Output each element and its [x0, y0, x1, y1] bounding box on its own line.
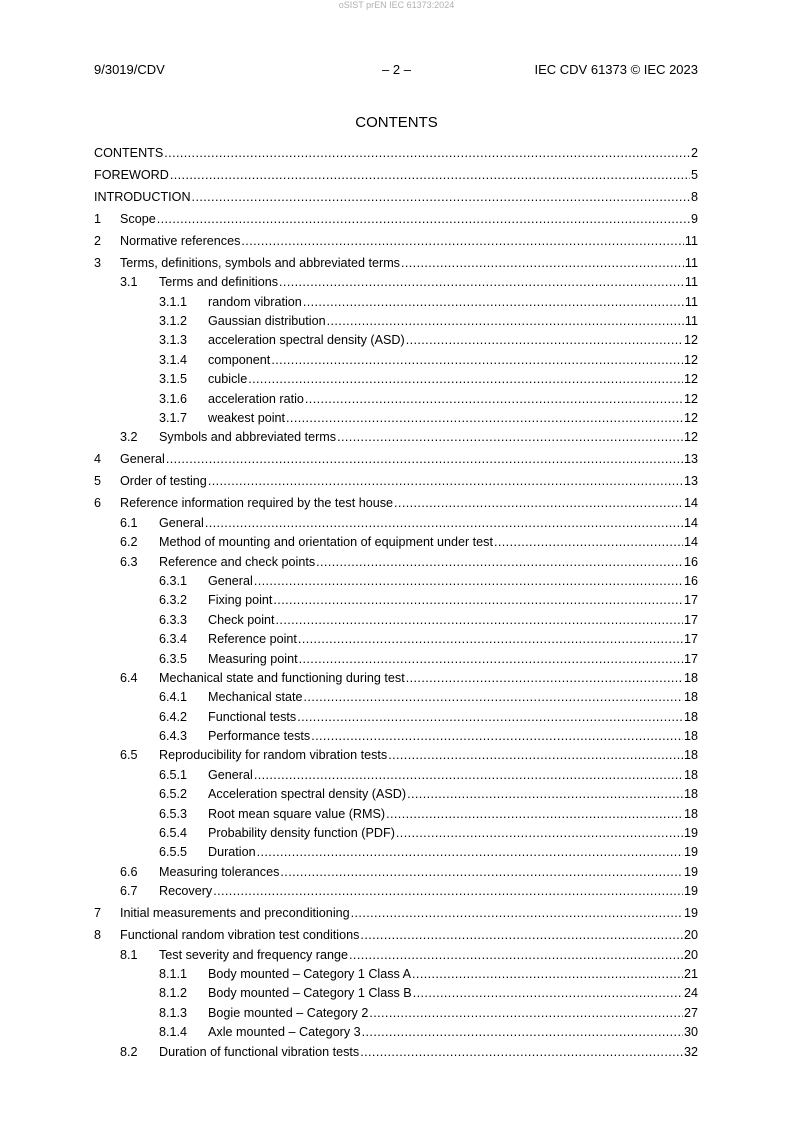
dot-leader	[208, 472, 683, 491]
toc-entry[interactable]	[94, 630, 698, 649]
toc-entry-number: 8.1.4	[159, 1025, 188, 1040]
toc-entry-title: General	[208, 573, 253, 588]
toc-entry-page: 11	[684, 294, 698, 309]
toc-entry-number: 8.1.2	[159, 986, 188, 1001]
dot-leader	[394, 494, 683, 513]
toc-entry-number: 3.1.6	[159, 391, 188, 406]
dot-leader	[271, 351, 683, 370]
dot-leader	[413, 984, 683, 1003]
toc-entry-title: General	[159, 515, 204, 530]
toc-entry-title: Reproducibility for random vibration tests	[159, 748, 388, 763]
toc-entry-title: Functional tests	[208, 709, 297, 724]
toc-entry-number: 6.3	[120, 554, 138, 569]
toc-entry-page: 13	[683, 474, 698, 489]
toc-entry-number: 8.1.3	[159, 1005, 188, 1020]
toc-entry-title: Symbols and abbreviated terms	[159, 430, 337, 445]
dot-leader	[205, 514, 683, 533]
dot-leader	[401, 254, 684, 273]
toc-entry-title: General	[208, 767, 253, 782]
toc-entry-number: 3.1.5	[159, 372, 188, 387]
toc-entry[interactable]	[94, 494, 698, 513]
toc-entry-title: component	[208, 352, 271, 367]
toc-entry[interactable]	[94, 472, 698, 491]
toc-entry[interactable]	[94, 370, 698, 389]
toc-entry-page: 18	[683, 709, 698, 724]
toc-entry-title: Measuring tolerances	[159, 864, 280, 879]
dot-leader	[316, 553, 683, 572]
toc-entry[interactable]	[94, 650, 698, 669]
toc-entry-number: 6.6	[120, 864, 138, 879]
toc-entry-title: Duration	[208, 845, 256, 860]
toc-entry[interactable]	[94, 1023, 698, 1042]
toc-entry-title: Order of testing	[120, 474, 207, 489]
toc-entry-number: 6.5.2	[159, 787, 188, 802]
toc-entry-title: Terms, definitions, symbols and abbreviated terms	[120, 255, 400, 270]
toc-entry-title: Duration of functional vibration tests	[159, 1044, 360, 1059]
toc-entry-title: Body mounted – Category 1 Class B	[208, 986, 412, 1001]
toc-entry[interactable]	[94, 232, 698, 251]
dot-leader	[406, 669, 683, 688]
toc-entry[interactable]	[94, 611, 698, 630]
toc-entry-number: 1	[94, 211, 102, 226]
toc-entry-page: 17	[683, 632, 698, 647]
toc-entry-number: 6.5.4	[159, 826, 188, 841]
toc-entry-page: 18	[683, 729, 698, 744]
dot-leader	[157, 210, 690, 229]
toc-entry-number: 4	[94, 452, 102, 467]
toc-entry-page: 16	[683, 554, 698, 569]
toc-entry-page: 17	[683, 593, 698, 608]
dot-leader	[388, 746, 683, 765]
table-of-contents	[94, 144, 698, 1062]
toc-entry-title: Axle mounted – Category 3	[208, 1025, 361, 1040]
toc-entry[interactable]	[94, 984, 698, 1003]
dot-leader	[360, 1043, 683, 1062]
toc-entry-page: 17	[683, 612, 698, 627]
toc-entry[interactable]	[94, 450, 698, 469]
document-reference: 9/3019/CDV	[94, 62, 165, 77]
toc-entry-page: 17	[683, 651, 698, 666]
toc-entry-page: 11	[684, 275, 698, 290]
toc-entry[interactable]	[94, 533, 698, 552]
dot-leader	[280, 863, 683, 882]
toc-entry[interactable]	[94, 351, 698, 370]
toc-entry[interactable]	[94, 805, 698, 824]
dot-leader	[337, 428, 683, 447]
toc-entry[interactable]	[94, 591, 698, 610]
toc-entry-number: 3.1.2	[159, 314, 188, 329]
toc-entry-title: Mechanical state	[208, 690, 303, 705]
toc-entry[interactable]	[94, 843, 698, 862]
dot-leader	[386, 805, 683, 824]
toc-entry-number: 6.3.2	[159, 593, 188, 608]
toc-entry[interactable]	[94, 331, 698, 350]
toc-entry-number: 3.1.4	[159, 352, 188, 367]
toc-entry-number: 7	[94, 906, 102, 921]
toc-entry-page: 20	[683, 947, 698, 962]
toc-entry-page: 12	[683, 333, 698, 348]
toc-entry-number: 5	[94, 474, 102, 489]
toc-entry[interactable]	[94, 766, 698, 785]
toc-entry[interactable]	[94, 553, 698, 572]
toc-entry-title: Check point	[208, 612, 275, 627]
dot-leader	[241, 232, 684, 251]
toc-entry-number: 6.5	[120, 748, 138, 763]
toc-entry[interactable]	[94, 882, 698, 901]
toc-entry[interactable]	[94, 669, 698, 688]
toc-entry-page: 20	[683, 928, 698, 943]
toc-entry[interactable]	[94, 390, 698, 409]
page-number: – 2 –	[382, 62, 411, 77]
toc-entry-page: 14	[683, 535, 698, 550]
toc-entry-title: Initial measurements and preconditioning	[120, 906, 350, 921]
toc-entry-title: cubicle	[208, 372, 248, 387]
toc-entry-title: Body mounted – Category 1 Class A	[208, 966, 412, 981]
toc-entry-title: Performance tests	[208, 729, 311, 744]
toc-entry-page: 8	[690, 189, 698, 204]
toc-entry-title: Fixing point	[208, 593, 273, 608]
toc-entry-title: Root mean square value (RMS)	[208, 806, 386, 821]
toc-entry-page: 24	[683, 986, 698, 1001]
toc-entry-title: Gaussian distribution	[208, 314, 326, 329]
toc-entry-number: 8.1.1	[159, 966, 188, 981]
toc-entry-number: 6.4.2	[159, 709, 188, 724]
toc-entry-title: Scope	[120, 211, 156, 226]
dot-leader	[349, 946, 683, 965]
toc-entry[interactable]	[94, 824, 698, 843]
toc-entry-page: 5	[690, 167, 698, 182]
toc-entry-title: random vibration	[208, 294, 302, 309]
toc-entry-title: acceleration spectral density (ASD)	[208, 333, 405, 348]
toc-entry[interactable]	[94, 572, 698, 591]
toc-entry-title: weakest point	[208, 411, 286, 426]
toc-entry-number: 6.3.3	[159, 612, 188, 627]
toc-entry-page: 18	[683, 767, 698, 782]
dot-leader	[170, 166, 690, 185]
toc-entry-page: 19	[683, 884, 698, 899]
toc-entry[interactable]	[94, 746, 698, 765]
toc-entry-number: 6.2	[120, 535, 138, 550]
dot-leader	[407, 785, 683, 804]
toc-entry-page: 19	[683, 826, 698, 841]
toc-entry-title: Probability density function (PDF)	[208, 826, 395, 841]
toc-entry[interactable]	[94, 144, 698, 163]
toc-entry-number: 3.1.1	[159, 294, 188, 309]
dot-leader	[254, 572, 683, 591]
toc-entry[interactable]	[94, 727, 698, 746]
toc-entry-page: 18	[683, 670, 698, 685]
page-title: CONTENTS	[355, 114, 438, 131]
toc-entry-title: Measuring point	[208, 651, 298, 666]
toc-entry-page: 12	[683, 411, 698, 426]
dot-leader	[279, 273, 684, 292]
toc-entry-page: 12	[683, 391, 698, 406]
toc-entry-number: 2	[94, 233, 102, 248]
dot-leader	[396, 824, 683, 843]
toc-entry[interactable]	[94, 926, 698, 945]
toc-entry-number: 6.3.4	[159, 632, 188, 647]
toc-entry-page: 18	[683, 748, 698, 763]
toc-entry-number: 3.1.3	[159, 333, 188, 348]
toc-entry-number: 8.1	[120, 947, 138, 962]
dot-leader	[257, 843, 683, 862]
toc-entry-number: 8	[94, 928, 102, 943]
dot-leader	[406, 331, 683, 350]
toc-entry[interactable]	[94, 312, 698, 331]
dot-leader	[351, 904, 683, 923]
toc-entry-number: 3.1	[120, 275, 138, 290]
toc-entry-page: 18	[683, 690, 698, 705]
toc-entry[interactable]	[94, 210, 698, 229]
dot-leader	[327, 312, 684, 331]
toc-entry-number: 3.2	[120, 430, 138, 445]
dot-leader	[311, 727, 683, 746]
toc-entry[interactable]	[94, 293, 698, 312]
toc-entry-title: Reference point	[208, 632, 297, 647]
toc-entry-title: General	[120, 452, 165, 467]
toc-entry-page: 18	[683, 787, 698, 802]
toc-entry-page: 19	[683, 906, 698, 921]
toc-entry-title: Test severity and frequency range	[159, 947, 349, 962]
toc-entry-title: CONTENTS	[94, 146, 164, 160]
toc-entry-number: 6.7	[120, 884, 138, 899]
toc-entry[interactable]	[94, 514, 698, 533]
toc-entry-page: 19	[683, 845, 698, 860]
toc-entry[interactable]	[94, 785, 698, 804]
toc-entry-title: acceleration ratio	[208, 391, 304, 406]
toc-entry-number: 3	[94, 255, 102, 270]
toc-entry[interactable]	[94, 1043, 698, 1062]
dot-leader	[304, 688, 683, 707]
dot-leader	[298, 630, 683, 649]
toc-entry-page: 13	[683, 452, 698, 467]
toc-entry-title: INTRODUCTION	[94, 189, 191, 204]
dot-leader	[369, 1004, 683, 1023]
toc-entry-page: 16	[683, 573, 698, 588]
toc-entry-page: 27	[683, 1005, 698, 1020]
dot-leader	[362, 1023, 683, 1042]
toc-entry-number: 3.1.7	[159, 411, 188, 426]
toc-entry-page: 14	[683, 496, 698, 511]
toc-entry-page: 21	[683, 966, 698, 981]
toc-entry-title: Reference and check points	[159, 554, 316, 569]
dot-leader	[166, 450, 683, 469]
toc-entry-page: 12	[683, 430, 698, 445]
toc-entry-page: 14	[683, 515, 698, 530]
dot-leader	[273, 591, 683, 610]
toc-entry-title: Terms and definitions	[159, 275, 279, 290]
toc-entry-number: 6.4.1	[159, 690, 188, 705]
toc-entry-title: FOREWORD	[94, 167, 169, 182]
dot-leader	[297, 708, 683, 727]
dot-leader	[360, 926, 683, 945]
toc-entry[interactable]	[94, 166, 698, 185]
dot-leader	[303, 293, 684, 312]
dot-leader	[248, 370, 683, 389]
toc-entry-page: 32	[683, 1044, 698, 1059]
toc-entry-title: Reference information required by the test house	[120, 496, 394, 511]
dot-leader	[164, 144, 690, 163]
toc-entry-page: 11	[684, 255, 698, 270]
toc-entry[interactable]	[94, 965, 698, 984]
toc-entry[interactable]	[94, 1004, 698, 1023]
toc-entry-page: 12	[683, 372, 698, 387]
toc-entry-title: Acceleration spectral density (ASD)	[208, 787, 407, 802]
toc-entry-page: 11	[684, 314, 698, 329]
toc-entry-number: 6.3.5	[159, 651, 188, 666]
dot-leader	[213, 882, 683, 901]
dot-leader	[412, 965, 683, 984]
toc-entry[interactable]	[94, 254, 698, 273]
toc-entry-page: 2	[690, 146, 698, 160]
toc-entry-number: 6.5.3	[159, 806, 188, 821]
dot-leader	[494, 533, 683, 552]
toc-entry-page: 12	[683, 352, 698, 367]
toc-entry[interactable]	[94, 188, 698, 207]
toc-entry[interactable]	[94, 688, 698, 707]
toc-entry-number: 6	[94, 496, 102, 511]
dot-leader	[254, 766, 683, 785]
toc-entry-title: Normative references	[120, 233, 241, 248]
copyright-notice: IEC CDV 61373 © IEC 2023	[534, 62, 698, 77]
toc-entry-number: 8.2	[120, 1044, 138, 1059]
dot-leader	[276, 611, 683, 630]
toc-entry-number: 6.1	[120, 515, 138, 530]
toc-entry[interactable]	[94, 863, 698, 882]
toc-entry-title: Functional random vibration test conditions	[120, 928, 360, 943]
toc-entry-number: 6.5.1	[159, 767, 188, 782]
toc-entry[interactable]	[94, 409, 698, 428]
dot-leader	[192, 188, 690, 207]
toc-entry-number: 6.4.3	[159, 729, 188, 744]
toc-entry-page: 19	[683, 864, 698, 879]
toc-entry-number: 6.3.1	[159, 573, 188, 588]
toc-entry-title: Bogie mounted – Category 2	[208, 1005, 369, 1020]
watermark: oSIST prEN IEC 61373:2024	[338, 0, 455, 10]
toc-entry-page: 30	[683, 1025, 698, 1040]
toc-entry-page: 18	[683, 806, 698, 821]
dot-leader	[286, 409, 683, 428]
toc-entry-title: Recovery	[159, 884, 213, 899]
toc-entry-page: 9	[690, 211, 698, 226]
toc-entry[interactable]	[94, 708, 698, 727]
toc-entry-page: 11	[684, 233, 698, 248]
toc-entry-title: Mechanical state and functioning during test	[159, 670, 405, 685]
toc-entry[interactable]	[94, 428, 698, 447]
toc-entry[interactable]	[94, 273, 698, 292]
dot-leader	[299, 650, 683, 669]
toc-entry-number: 6.4	[120, 670, 138, 685]
toc-entry[interactable]	[94, 904, 698, 923]
toc-entry-number: 6.5.5	[159, 845, 188, 860]
toc-entry[interactable]	[94, 946, 698, 965]
toc-entry-title: Method of mounting and orientation of equipment under test	[159, 535, 493, 550]
dot-leader	[305, 390, 683, 409]
